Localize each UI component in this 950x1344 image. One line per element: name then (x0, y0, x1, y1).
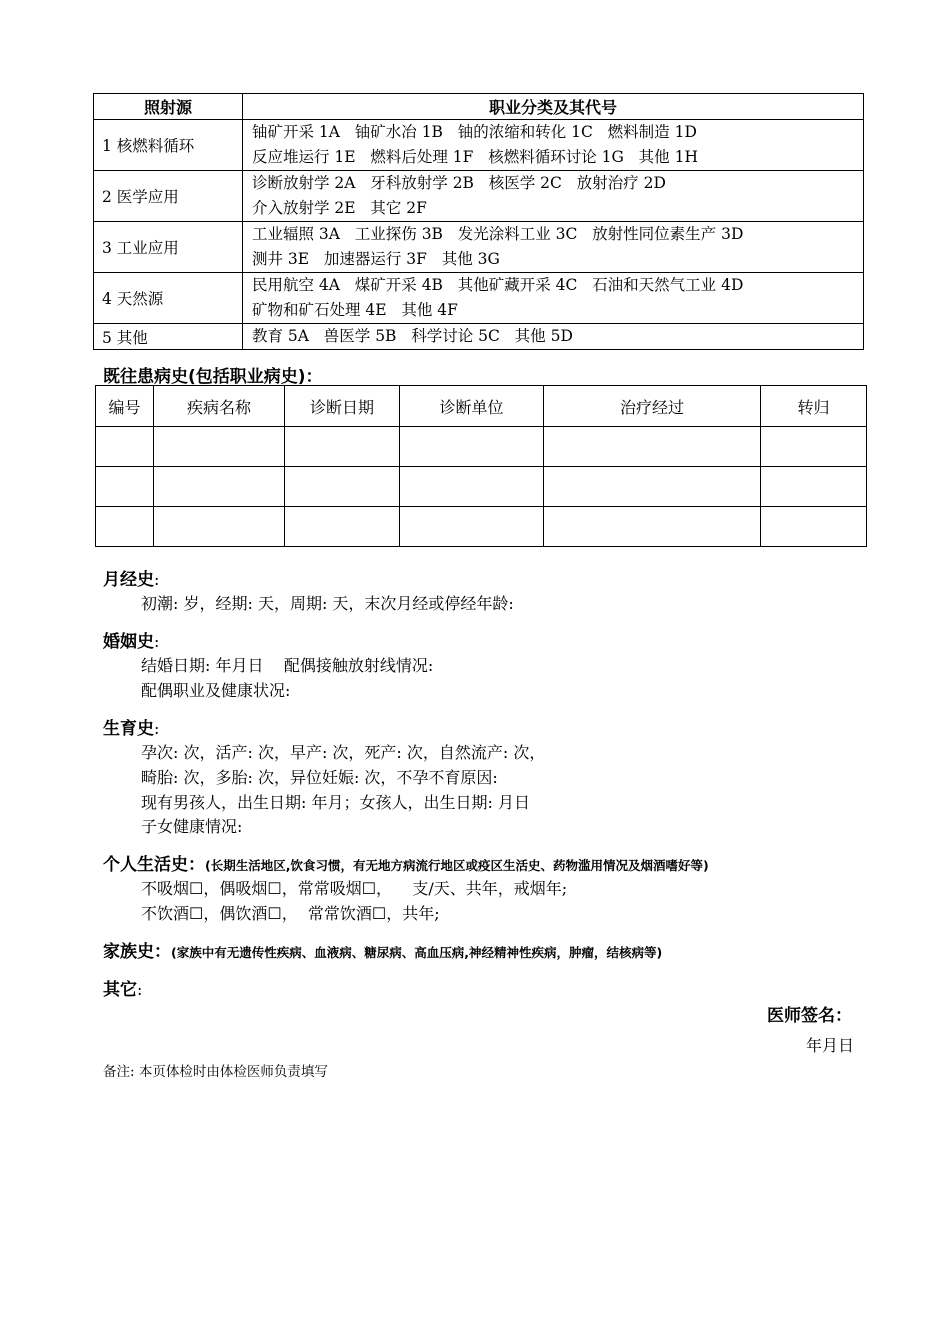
table-row (96, 507, 867, 547)
col-diagnosis-unit: 诊断单位 (400, 386, 544, 427)
source-cell: 3 工业应用 (94, 222, 243, 273)
marriage-colon: : (154, 632, 160, 651)
occupation-line: 教育 5A 兽医学 5B 科学讨论 5C 其他 5D (252, 327, 573, 345)
table-cell[interactable] (400, 427, 544, 467)
table-row (94, 222, 864, 273)
table-cell[interactable] (285, 507, 400, 547)
other-title: 其它 (103, 980, 137, 1000)
remark-note: 备注: 本页体检时由体检医师负责填写 (103, 1064, 328, 1080)
table-cell[interactable] (96, 467, 154, 507)
fertility-title: 生育史 (103, 719, 154, 739)
table-cell[interactable] (400, 507, 544, 547)
occupation-line: 矿物和矿石处理 4E 其他 4F (252, 301, 458, 319)
table-cell[interactable] (544, 427, 761, 467)
table-cell[interactable] (285, 467, 400, 507)
occupation-line: 反应堆运行 1E 燃料后处理 1F 核燃料循环讨论 1G 其他 1H (252, 148, 698, 166)
table-cell[interactable] (400, 467, 544, 507)
col-disease-name: 疾病名称 (154, 386, 285, 427)
signature-date: 年月日 (806, 1036, 855, 1055)
history-header-row (96, 386, 867, 427)
fertility-line: 现有男孩人，出生日期: 年月；女孩人，出生日期: 月日 (141, 793, 530, 812)
occupation-source-table (93, 93, 864, 350)
header-source: 照射源 (94, 94, 243, 120)
table-cell[interactable] (96, 427, 154, 467)
table-row (94, 324, 864, 350)
table-row (96, 467, 867, 507)
marriage-line: 结婚日期: 年月日 配偶接触放射线情况: (141, 656, 434, 675)
col-treatment: 治疗经过 (544, 386, 761, 427)
col-outcome: 转归 (761, 386, 867, 427)
marriage-title: 婚姻史 (103, 632, 154, 652)
table-cell[interactable] (761, 507, 867, 547)
source-cell: 5 其他 (94, 324, 243, 350)
family-heading (103, 937, 662, 962)
source-cell: 2 医学应用 (94, 171, 243, 222)
menstrual-colon: : (154, 570, 160, 589)
col-diagnosis-date: 诊断日期 (285, 386, 400, 427)
fertility-line: 畸胎: 次，多胎: 次，异位妊娠: 次，不孕不育原因: (141, 768, 498, 787)
occupation-line: 民用航空 4A 煤矿开采 4B 其他矿藏开采 4C 石油和天然气工业 4D (252, 276, 744, 294)
occupation-cell (243, 324, 864, 350)
occupation-cell (243, 273, 864, 324)
fertility-line: 子女健康情况: (141, 817, 243, 836)
occupation-line: 介入放射学 2E 其它 2F (252, 199, 427, 217)
menstrual-line: 初潮: 岁，经期: 天，周期: 天，末次月经或停经年龄: (141, 594, 514, 613)
table-cell[interactable] (544, 467, 761, 507)
history-title: 既往患病史(包括职业病史)： (103, 367, 323, 387)
table-row (94, 273, 864, 324)
history-table (95, 385, 867, 547)
fertility-heading (103, 714, 159, 739)
menstrual-heading (103, 565, 159, 590)
occupation-line: 工业辐照 3A 工业探伤 3B 发光涂料工业 3C 放射性同位素生产 3D (252, 225, 744, 243)
table-cell[interactable] (761, 427, 867, 467)
marriage-heading (103, 627, 159, 652)
other-heading (103, 975, 142, 1000)
table-cell[interactable] (154, 467, 285, 507)
family-note: (家族中有无遗传性疾病、血液病、糖尿病、高血压病,神经精神性疾病，肿瘤，结核病等) (171, 945, 663, 960)
source-cell: 4 天然源 (94, 273, 243, 324)
occupation-cell (243, 222, 864, 273)
source-cell: 1 核燃料循环 (94, 120, 243, 171)
table-cell[interactable] (761, 467, 867, 507)
header-occupation: 职业分类及其代号 (243, 94, 864, 120)
occupation-cell (243, 171, 864, 222)
occupation-line: 诊断放射学 2A 牙科放射学 2B 核医学 2C 放射治疗 2D (252, 174, 666, 192)
table-cell[interactable] (154, 427, 285, 467)
occupation-line: 测井 3E 加速器运行 3F 其他 3G (252, 250, 500, 268)
family-title: 家族史： (103, 942, 171, 962)
occupation-cell (243, 120, 864, 171)
drinking-line: 不饮酒☐，偶饮酒☐， 常常饮酒☐，共年; (141, 904, 440, 923)
personal-heading (103, 850, 709, 875)
table-cell[interactable] (96, 507, 154, 547)
other-colon: : (137, 980, 143, 999)
menstrual-title: 月经史 (103, 570, 154, 590)
personal-title: 个人生活史： (103, 855, 205, 875)
table-cell[interactable] (285, 427, 400, 467)
fertility-line: 孕次: 次，活产: 次，早产: 次，死产: 次，自然流产: 次， (141, 743, 546, 762)
personal-note: (长期生活地区,饮食习惯，有无地方病流行地区或疫区生活史、药物滥用情况及烟酒嗜好等) (205, 858, 709, 873)
col-number: 编号 (96, 386, 154, 427)
table-row (94, 171, 864, 222)
table-cell[interactable] (544, 507, 761, 547)
table-row (94, 120, 864, 171)
doctor-signature-label: 医师签名： (767, 1006, 852, 1026)
table-row (96, 427, 867, 467)
fertility-colon: : (154, 719, 160, 738)
smoking-line: 不吸烟☐，偶吸烟☐，常常吸烟☐， 支/天、共年，戒烟年; (141, 879, 568, 898)
occupation-line: 铀矿开采 1A 铀矿水冶 1B 铀的浓缩和转化 1C 燃料制造 1D (252, 123, 697, 141)
marriage-line: 配偶职业及健康状况: (141, 681, 291, 700)
table-cell[interactable] (154, 507, 285, 547)
